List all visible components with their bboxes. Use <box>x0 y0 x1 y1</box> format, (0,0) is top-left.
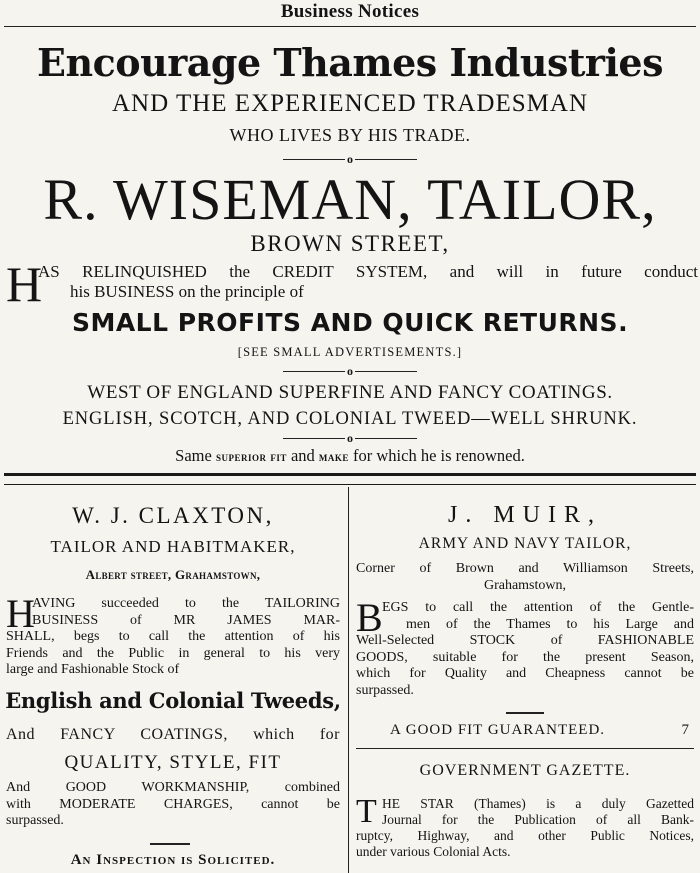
claxton-trade: TAILOR AND HABITMAKER, <box>50 537 296 556</box>
claxton-inspection: An Inspection is Solicited. <box>70 852 276 868</box>
claxton-paragraph-2 <box>6 780 340 830</box>
section-title: Business Notices <box>280 1 420 22</box>
section-double-rule <box>4 473 696 485</box>
muir-name: J. MUIR, <box>447 502 602 528</box>
short-rule <box>150 843 190 845</box>
muir-guarantee <box>390 719 690 741</box>
wiseman-slogan: SMALL PROFITS AND QUICK RETURNS. <box>71 308 629 337</box>
wiseman-subhead-2: WHO LIVES BY HIS TRADE. <box>229 125 471 145</box>
muir-advertisement <box>350 490 700 873</box>
muir-address-line-1: Corner of Brown and Williamson Streets, <box>356 561 694 576</box>
renowned-line: Same superior fit and make for which he is renowned. <box>175 446 525 465</box>
drop-cap: H <box>6 256 43 312</box>
claxton-address: Albert street, Grahamstown, <box>85 567 261 582</box>
drop-cap: H <box>6 591 35 636</box>
paragraph-line: Journal for the Publication of all Bank- <box>382 812 694 827</box>
paragraph-line: BUSINESS of MR JAMES MAR- <box>32 612 340 628</box>
paragraph-line: EGS to call the attention of the Gentle- <box>382 600 694 615</box>
paragraph-line: with MODERATE CHARGES, cannot be <box>6 796 340 812</box>
paragraph-line: GOODS, suitable for the present Season, <box>356 649 694 665</box>
coatings-line: WEST OF ENGLAND SUPERFINE AND FANCY COATINGS. <box>87 382 613 403</box>
see-advertisements-note: [SEE SMALL ADVERTISEMENTS.] <box>237 345 463 359</box>
drop-cap: T <box>356 793 377 830</box>
wiseman-paragraph <box>6 256 698 312</box>
gazette-heading: GOVERNMENT GAZETTE. <box>419 762 631 779</box>
paragraph-line: surpassed. <box>356 682 414 698</box>
ad-number: 7 <box>681 722 690 738</box>
page-header <box>0 0 700 26</box>
wiseman-headline: Encourage Thames Industries <box>37 40 663 85</box>
paragraph-line: under various Colonial Acts. <box>356 844 511 859</box>
paragraph-line: SHALL, begs to call the attention of his <box>6 629 340 644</box>
claxton-quality-line: QUALITY, STYLE, FIT <box>64 752 282 773</box>
paragraph-line: men of the Thames to his Large and <box>406 616 694 632</box>
muir-trade: ARMY AND NAVY TAILOR, <box>418 535 632 552</box>
drop-cap: B <box>356 595 383 640</box>
paragraph-line: ruptcy, Highway, and other Public Notices, <box>356 828 694 843</box>
paragraph-line: which for Quality and Cheapness cannot be <box>356 666 694 681</box>
paragraph-line: AVING succeeded to the TAILORING <box>32 596 340 611</box>
claxton-name: W. J. CLAXTON, <box>72 503 274 528</box>
wiseman-subhead-1: AND THE EXPERIENCED TRADESMAN <box>112 90 588 117</box>
paragraph-line: And GOOD WORKMANSHIP, combined <box>6 780 340 795</box>
tweeds-line: ENGLISH, SCOTCH, AND COLONIAL TWEED—WELL SHRUNK. <box>62 409 638 429</box>
gazette-paragraph <box>356 793 694 860</box>
paragraph-line: surpassed. <box>6 813 64 828</box>
claxton-paragraph <box>6 591 340 679</box>
claxton-fancy-line: And FANCY COATINGS, which for <box>6 726 340 743</box>
paragraph-line: AS RELINQUISHED the CREDIT SYSTEM, and will in future conduct <box>38 262 698 281</box>
wiseman-name: R. WISEMAN, TAILOR, <box>43 167 657 232</box>
paragraph-line: large and Fashionable Stock of <box>6 662 180 677</box>
paragraph-line: Well-Selected STOCK of FASHIONABLE <box>356 633 694 648</box>
short-rule <box>506 712 544 714</box>
column-divider <box>348 487 349 873</box>
muir-address-line-2: Grahamstown, <box>483 578 567 593</box>
ornament-divider: o <box>0 432 700 444</box>
ornament-divider: o <box>0 365 700 377</box>
ornament-divider: o <box>0 153 700 165</box>
muir-paragraph <box>356 595 694 699</box>
section-rule <box>356 748 694 749</box>
wiseman-street: BROWN STREET, <box>250 231 450 256</box>
paragraph-line: Friends and the Public in general to his very <box>6 645 340 661</box>
paragraph-line: HE STAR (Thames) is a duly Gazetted <box>382 796 694 811</box>
header-rule <box>4 26 696 27</box>
claxton-tweeds-heading: English and Colonial Tweeds, <box>5 688 341 713</box>
guarantee-text: A GOOD FIT GUARANTEED. <box>390 722 606 738</box>
paragraph-line: his BUSINESS on the principle of <box>70 282 304 301</box>
claxton-advertisement <box>0 490 346 873</box>
